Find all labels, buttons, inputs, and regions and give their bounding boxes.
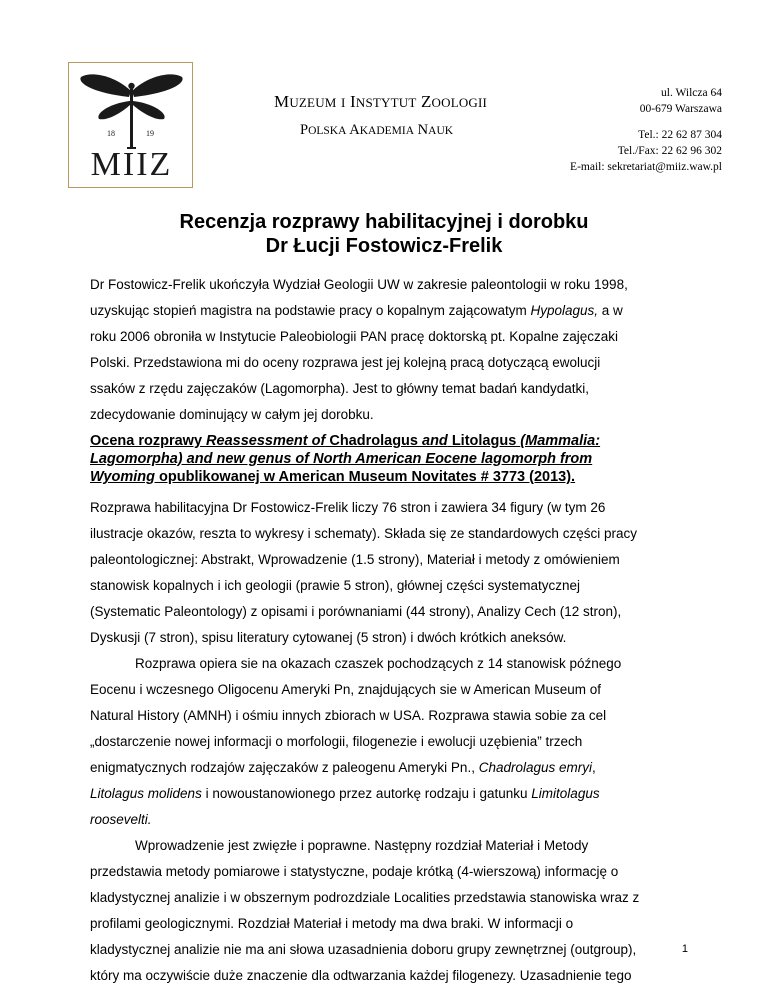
phone: Tel.: 22 62 87 304	[638, 129, 722, 141]
address-city: 00-679 Warszawa	[639, 103, 722, 115]
email: E-mail: sekretariat@miiz.waw.pl	[570, 161, 722, 173]
logo-year-left: 18	[107, 129, 115, 138]
contact-block	[570, 127, 722, 175]
museum-name: MUZEUM I INSTYTUT ZOOLOGII	[274, 92, 488, 111]
museum-logo	[68, 62, 193, 188]
address-street: ul. Wilcza 64	[661, 87, 722, 99]
section-heading: Ocena rozprawy Reassessment of Chadrolagus and Litolagus (Mammalia: Lagomorpha) and new genus of North American Eocene lagomorph from Wyoming opublikowanej w American Museum Novitates # 3773 (2013).	[90, 433, 601, 485]
document-title-line1: Recenzja rozprawy habilitacyjnej i dorobku	[179, 211, 589, 233]
dragonfly-icon	[69, 63, 194, 189]
body-text: Rozprawa habilitacyjna Dr Fostowicz-Frelik liczy 76 stron i zawiera 34 figury (w tym 26 ilustracje okazów, reszta to wykresy i schematy). Składa się ze standardowych części pracy paleontologicznej: Abstrakt, Wprowadzenie (1.5 strony), Materiał i metody z omówieniem stanowisk kopalnych i ich geologii (prawie 5 stron), głównej części systematycznej (Systematic Paleontology) z opisami i porównaniami (44 strony), Analizy Cech (12 stron), Dyskusji (7 stron), spisu literatury cytowanej (5 stron) i dwóch krótkich aneksów. Rozprawa opiera sie na okazach czaszek pochodzących z 14 stanowisk późnego Eocenu i wczesnego Oligocenu Ameryki Pn, znajdujących sie w American Museum of Natural History (AMNH) i ośmiu innych zbiorach w USA. Rozprawa stawia sobie za cel „dostarczenie nowej informacji o morfologii, filogenezie i ewolucji uzębienia” trzech enigmatycznych rodzajów zajęczaków z paleogenu Ameryki Pn., Chadrolagus emryi, Litolagus molidens i nowoustanowionego przez autorkę rodzaju i gatunku Limitolagus roosevelti. Wprowadzenie jest zwięzłe i poprawne. Następny rozdział Materiał i Metody przedstawia metody pomiarowe i statystyczne, podaje krótką (4-wierszową) informację o kladystycznej analizie i w obszernym podrozdziale Localities przedstawia stanowiska wraz z profilami geologicznymi. Rozdział Materiał i metody ma dwa braki. W informacji o kladystycznej analizie nie ma ani słowa uzasadnienia doboru grupy zewnętrznej (outgroup), który ma oczywiście duże znaczenie dla odtwarzania każdej filogenezy. Uzasadnienie tego	[90, 500, 640, 983]
logo-letters: MIIZ	[90, 146, 173, 183]
document-title-line2: Dr Łucji Fostowicz-Frelik	[265, 235, 503, 257]
phone-fax: Tel./Fax: 22 62 96 302	[617, 145, 722, 157]
address-block	[640, 85, 722, 117]
logo-year-right: 19	[146, 129, 154, 138]
academy-name: POLSKA AKADEMIA NAUK	[300, 122, 454, 138]
page-number: 1	[681, 943, 688, 955]
intro-paragraph: Dr Fostowicz-Frelik ukończyła Wydział Geologii UW w zakresie paleontologii w roku 1998, uzyskując stopień magistra na podstawie pracy o kopalnym zającowatym Hypolagus, a w roku 2006 obroniła w Instytucie Paleobiologii PAN pracę doktorską pt. Kopalne zajęczaki Polski. Przedstawiona mi do oceny rozprawa jest jej kolejną pracą dotyczącą ewolucji ssaków z rzędu zajęczaków (Lagomorpha). Jest to główny temat badań kandydatki, zdecydowanie dominujący w całym jej dorobku.	[90, 277, 628, 422]
